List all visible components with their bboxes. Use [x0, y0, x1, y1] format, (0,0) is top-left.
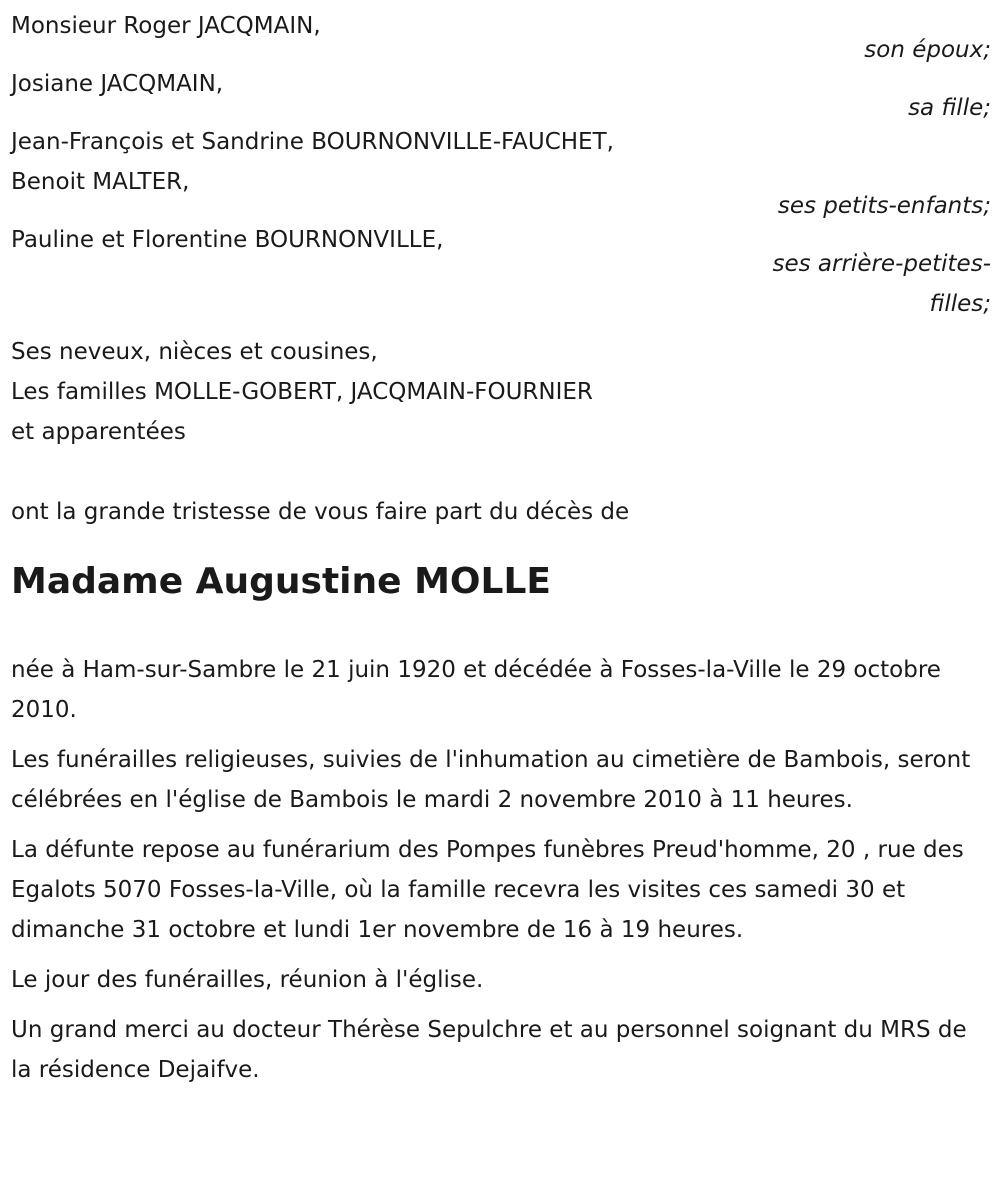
paragraph-funeral: Les funérailles religieuses, suivies de l'inhumation au cimetière de Bambois, seront célébrées en l'église de Bambois le mardi 2 novembre 2010 à 11 heures. — [11, 747, 971, 813]
family-role: son époux; — [864, 37, 991, 63]
family-role: ses petits-enfants; — [777, 193, 991, 219]
other-relatives — [11, 332, 991, 452]
paragraph-meeting: Le jour des funérailles, réunion à l'église. — [11, 967, 484, 993]
obituary-notice — [11, 6, 991, 1100]
family-entry-daughter — [11, 64, 991, 128]
spacer — [11, 464, 991, 492]
family-name: Josiane JACQMAIN, — [11, 71, 224, 97]
deceased-name: Madame Augustine MOLLE — [11, 561, 551, 602]
announcement-text: ont la grande tristesse de vous faire part du décès de — [11, 499, 630, 525]
family-name: Benoit MALTER, — [11, 169, 190, 195]
family-entry-husband — [11, 6, 991, 70]
family-role: sa fille; — [908, 95, 991, 121]
family-entry-grandchildren — [11, 122, 991, 226]
paragraph-thanks: Un grand merci au docteur Thérèse Sepulchre et au personnel soignant du MRS de la résidence Dejaifve. — [11, 1017, 967, 1083]
relatives-line: et apparentées — [11, 419, 186, 445]
family-entry-great-grandchildren — [11, 220, 991, 324]
paragraph-birth-death: née à Ham-sur-Sambre le 21 juin 1920 et décédée à Fosses-la-Ville le 29 octobre 2010. — [11, 657, 941, 723]
family-role: ses arrière-petites-filles; — [772, 251, 991, 317]
relatives-line: Les familles MOLLE-GOBERT, JACQMAIN-FOURNIER — [11, 379, 593, 405]
family-name: Jean-François et Sandrine BOURNONVILLE-FAUCHET, — [11, 129, 614, 155]
relatives-line: Ses neveux, nièces et cousines, — [11, 339, 378, 365]
paragraph-visitation: La défunte repose au funérarium des Pompes funèbres Preud'homme, 20 , rue des Egalots 5070 Fosses-la-Ville, où la famille recevra les visites ces samedi 30 et dimanche 31 octobre et lundi 1er novembre de 16 à 19 heures. — [11, 837, 964, 943]
family-name: Pauline et Florentine BOURNONVILLE, — [11, 227, 444, 253]
family-name: Monsieur Roger JACQMAIN, — [11, 13, 321, 39]
